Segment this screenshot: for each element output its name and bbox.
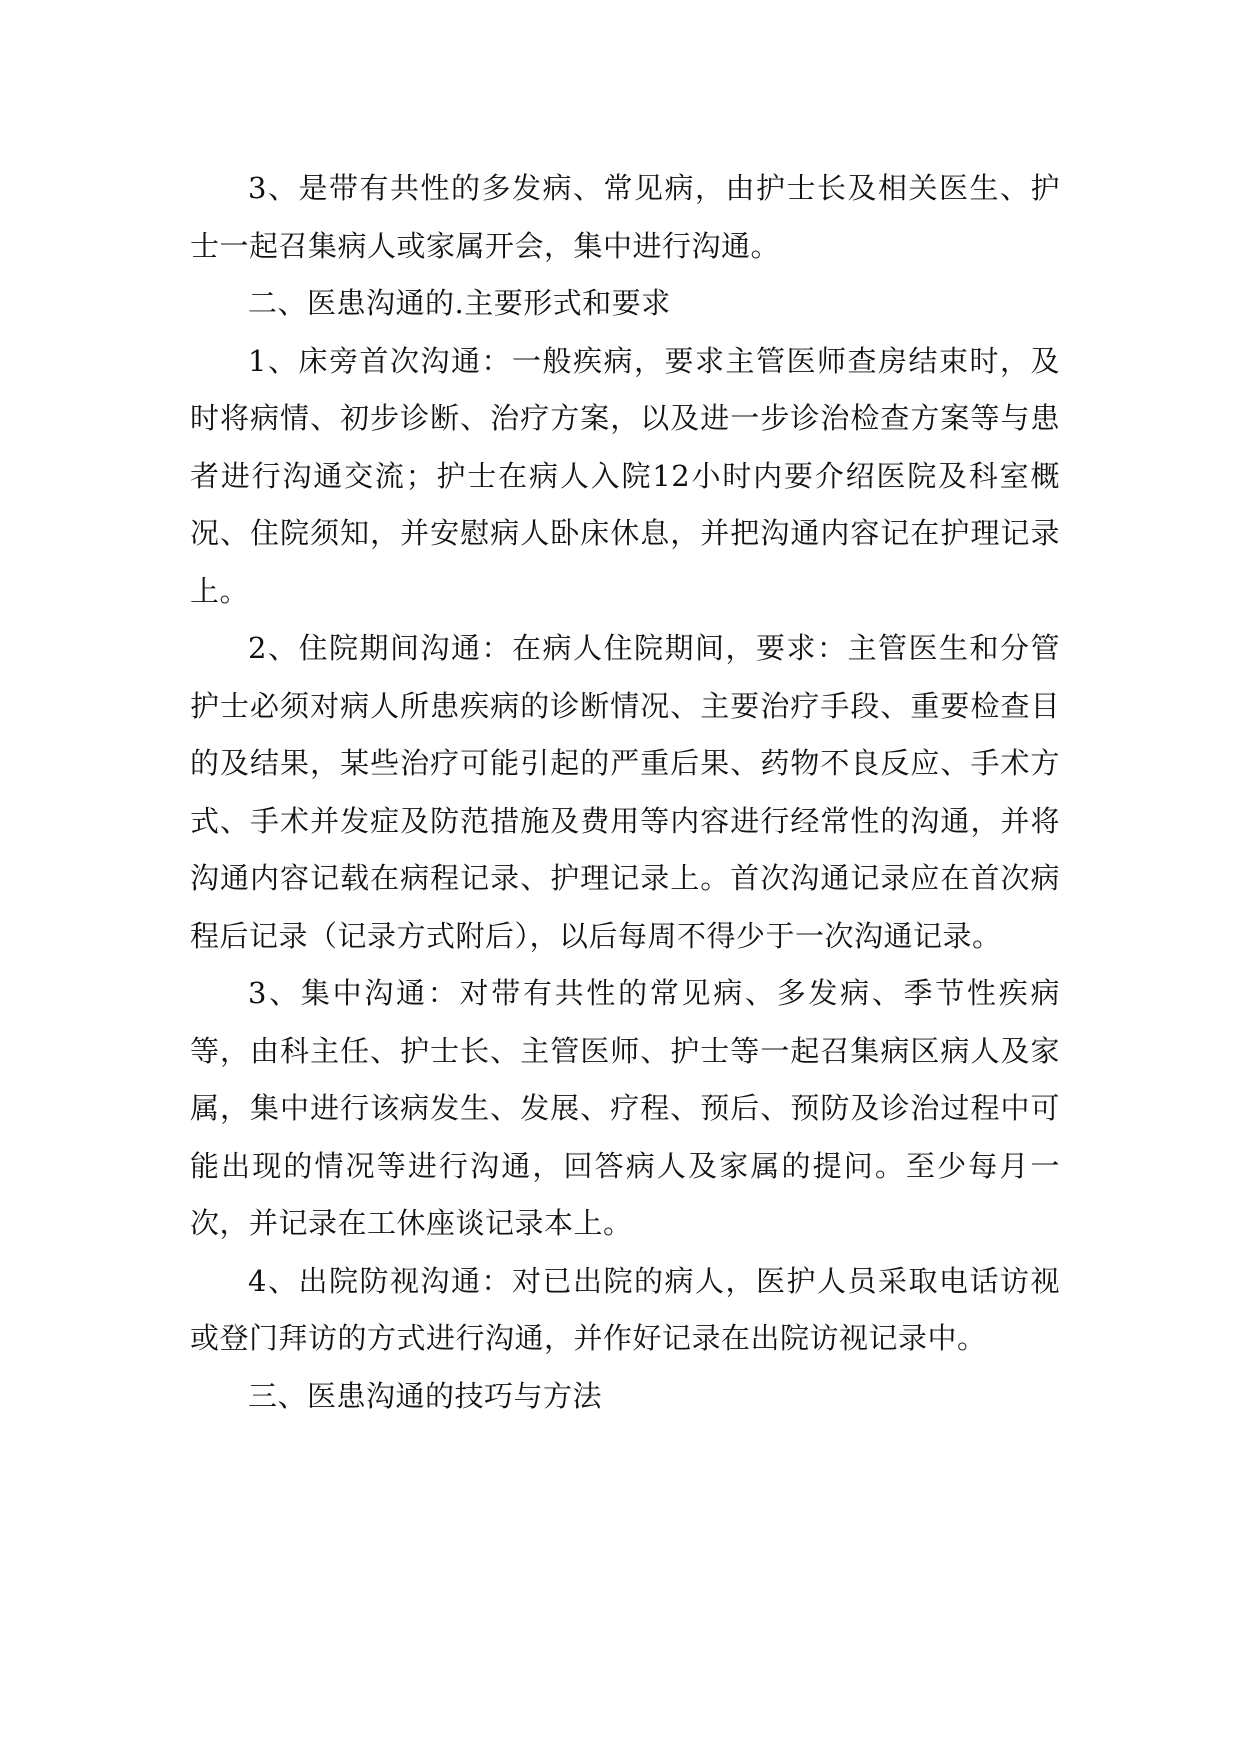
section-heading-skills-methods: 三、医患沟通的技巧与方法 (248, 1378, 603, 1413)
paragraph-common-disease-meeting: 3、是带有共性的多发病、常见病，由护士长及相关医生、护士一起召集病人或家属开会，集中进行沟通。 (190, 171, 1060, 263)
paragraph-discharge-followup: 4、出院防视沟通：对已出院的病人，医护人员采取电话访视或登门拜访的方式进行沟通，并作好记录在出院访视记录中。 (190, 1263, 1060, 1355)
paragraph-bedside-first-communication: 1、床旁首次沟通：一般疾病，要求主管医师查房结束时，及时将病情、初步诊断、治疗方案，以及进一步诊治检查方案等与患者进行沟通交流；护士在病人入院12小时内要介绍医院及科室概况、住院须知，并安慰病人卧床休息，并把沟通内容记在护理记录上。 (190, 343, 1060, 608)
paragraph-hospitalization-communication: 2、住院期间沟通：在病人住院期间，要求：主管医生和分管护士必须对病人所患疾病的诊断情况、主要治疗手段、重要检查目的及结果，某些治疗可能引起的严重后果、药物不良反应、手术方式、手术并发症及防范措施及费用等内容进行经常性的沟通，并将沟通内容记载在病程记录、护理记录上。首次沟通记录应在首次病程后记录（记录方式附后），以后每周不得少于一次沟通记录。 (190, 631, 1060, 953)
paragraph-group-communication: 3、集中沟通：对带有共性的常见病、多发病、季节性疾病等，由科主任、护士长、主管医师、护士等一起召集病区病人及家属，集中进行该病发生、发展、疗程、预后、预防及诊治过程中可能出现的情况等进行沟通，回答病人及家属的提问。至少每月一次，并记录在工休座谈记录本上。 (190, 976, 1060, 1240)
section-heading-communication-forms: 二、医患沟通的.主要形式和要求 (248, 286, 671, 320)
document-body (190, 160, 1060, 1425)
